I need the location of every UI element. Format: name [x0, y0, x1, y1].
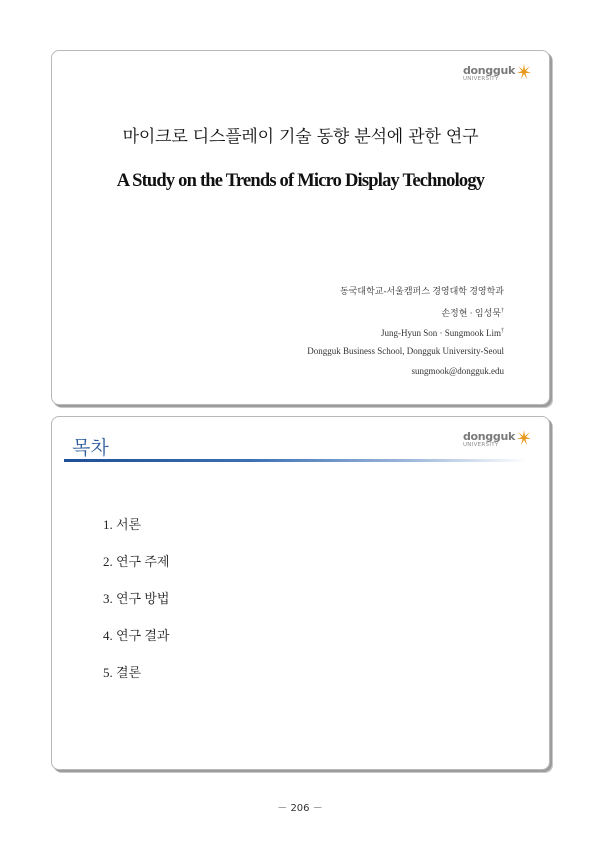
title-slide [51, 50, 550, 405]
authors-korean: 손정현 · 임성묵 [441, 308, 501, 318]
dongguk-flame-icon [517, 429, 531, 447]
logo-subtext: UNIVERSITY [462, 442, 499, 448]
corresponding-mark: † [501, 308, 504, 314]
korean-title: 마이크로 디스플레이 기술 동향 분석에 관한 연구 [122, 127, 479, 147]
authors-korean-line [307, 301, 504, 321]
authors-english-line [307, 321, 504, 341]
author-block [307, 281, 504, 381]
dongguk-logo [463, 431, 531, 449]
title-underline [64, 459, 527, 462]
dongguk-logo [463, 65, 531, 83]
corresponding-mark: † [501, 328, 504, 334]
toc-title: 목차 [72, 437, 109, 459]
logo-wordmark: dongguk [462, 430, 515, 443]
toc-item: 1. 서론 [103, 517, 142, 532]
dongguk-flame-icon [517, 63, 531, 81]
toc-item: 4. 연구 결과 [103, 628, 170, 643]
toc-item: 5. 결론 [103, 665, 142, 680]
logo-wordmark: dongguk [462, 64, 515, 77]
author-email: sungmook@dongguk.edu [411, 366, 504, 376]
toc-item: 3. 연구 방법 [103, 591, 170, 606]
toc-item: 2. 연구 주제 [103, 554, 170, 569]
logo-subtext: UNIVERSITY [462, 76, 499, 82]
toc-slide [51, 416, 550, 770]
affiliation-korean: 동국대학교-서울캠퍼스 경영대학 경영학과 [340, 286, 504, 296]
english-title: A Study on the Trends of Micro Display Technology [116, 171, 485, 191]
page-number: － 206 － [277, 803, 323, 814]
affiliation-english: Dongguk Business School, Dongguk University-Seoul [307, 346, 504, 356]
toc-list [103, 515, 169, 700]
authors-english: Jung-Hyun Son · Sungmook Lim [380, 328, 501, 338]
